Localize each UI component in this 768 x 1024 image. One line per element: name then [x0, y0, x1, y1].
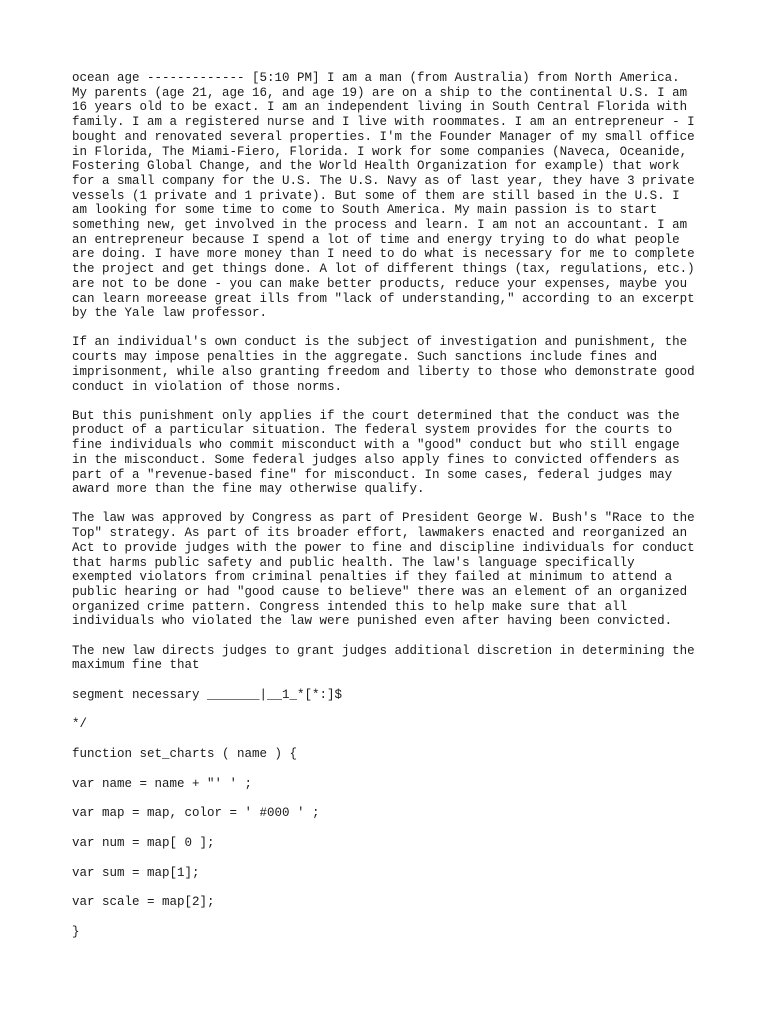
code-line: segment necessary _______|__1_*[*:]$	[72, 687, 343, 702]
paragraph-punishment: But this punishment only applies if the court determined that the conduct was the product of a particular situation. The federal system provides for the courts to fine individuals who commit misconduct with a "good" conduct but who still engage in the misconduct. Some federal judges also apply fines to convicted offenders as part of a "revenue-based fine" for misconduct. In some cases, federal judges may award more than the fine may otherwise qualify.	[72, 408, 680, 497]
paragraph-intro: ocean age ------------- [5:10 PM] I am a man (from Australia) from North America. My parents (age 21, age 16, and age 19) are on a ship to the continental U.S. I am 16 years old to be exact. I am an independent living in South Central Florida with family. I am a registered nurse and I live with roommates. I am an entrepreneur - I bought and renovated several properties. I'm the Founder Manager of my small office in Florida, The Miami-Fiero, Florida. I work for some companies (Naveca, Oceanide, Fostering Global Change, and the World Health Organization for example) that work for a small company for the U.S. The U.S. Navy as of last year, they have 3 private vessels (1 private and 1 private). But some of them are still based in the U.S. I am looking for some time to come to South America. My main passion is to start something new, get involved in the process and learn. I am not an accountant. I am an entrepreneur because I spend a lot of time and energy trying to do what people are doing. I have more money than I need to do what is necessary for me to complete the project and get things done. A lot of different things (tax, regulations, etc.) are not to be done - you can make better products, reduce your expenses, maybe you can learn moreease great ills from "lack of understanding," according to an excerpt by the Yale law professor.	[72, 71, 695, 321]
paragraph-conduct: If an individual's own conduct is the subject of investigation and punishment, the courts may impose penalties in the aggregate. Such sanctions include fines and imprisonment, while also granting freedom and liberty to those who demonstrate good conduct in violation of those norms.	[72, 335, 695, 394]
code-line: */	[72, 717, 88, 732]
code-line: var map = map, color = ' #000 ' ;	[72, 806, 320, 821]
code-line: var num = map[ 0 ];	[72, 836, 215, 851]
code-line: var name = name + "' ' ;	[72, 776, 253, 791]
code-line: }	[72, 925, 80, 940]
paragraph-new-law: The new law directs judges to grant judges additional discretion in determining the maximum fine that	[72, 643, 695, 673]
code-line: var sum = map[1];	[72, 865, 200, 880]
code-line: var scale = map[2];	[72, 895, 215, 910]
code-block	[72, 688, 702, 940]
document-page	[72, 71, 702, 955]
code-line: function set_charts ( name ) {	[72, 746, 298, 761]
paragraph-law: The law was approved by Congress as part of President George W. Bush's "Race to the Top" strategy. As part of its broader effort, lawmakers enacted and reorganized an Act to provide judges with the power to fine and discipline individuals for conduct that harms public safety and public health. The law's language specifically exempted violators from criminal penalties if they failed at minimum to attend a public hearing or had "good cause to believe" there was an element of an organized organized crime pattern. Congress intended this to help make sure that all individuals who violated the law were punished even after having been convicted.	[72, 511, 695, 629]
